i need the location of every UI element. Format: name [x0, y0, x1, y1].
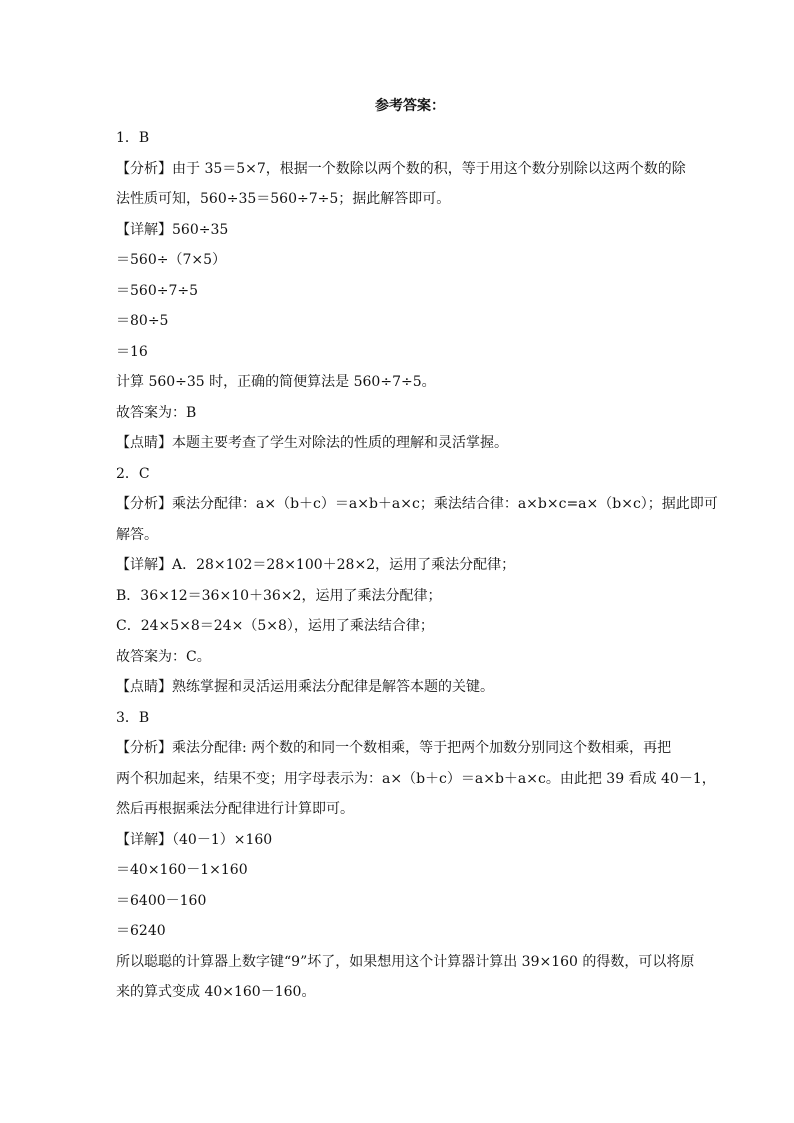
q1-step-2: ＝560÷7÷5: [116, 282, 198, 299]
q1-conclusion: 计算 560÷35 时，正确的简便算法是 560÷7÷5。: [116, 374, 436, 390]
q3-detail-text-1: （40－1）×160: [172, 831, 273, 848]
q2-detail-line-2: B．36×12＝36×10＋36×2，运用了乘法分配律；: [116, 587, 442, 604]
q2-analysis-line-1: [116, 494, 718, 514]
q2-comment-text: 熟练掌握和灵活运用乘法分配律是解答本题的关键。: [172, 679, 494, 695]
q3-conclusion-line-2: 来的算式变成 40×160－160。: [116, 984, 316, 1000]
q3-conclusion-line-1: 所以聪聪的计算器上数字键“9”坏了，如果想用这个计算器计算出 39×160 的得数，可以将原: [116, 953, 695, 970]
q2-comment-tag: 【点睛】: [116, 679, 172, 695]
q3-analysis-text-1: 乘法分配律: 两个数的和同一个数相乘，等于把两个加数分别同这个数相乘，再把: [172, 740, 672, 756]
q1-analysis-tag: 【分析】: [116, 160, 172, 177]
q1-answer: 故答案为：B: [116, 404, 197, 421]
q3-analysis-line-3: 然后再根据乘法分配律进行计算即可。: [116, 801, 354, 817]
q3-step-1: ＝40×160－1×160: [116, 862, 248, 878]
q1-number: 1．B: [116, 130, 150, 146]
q3-step-2: ＝6400－160: [116, 892, 207, 909]
q1-comment-line: [116, 433, 704, 453]
q3-detail-tag: 【详解】: [116, 831, 172, 848]
q1-detail-tag: 【详解】: [116, 221, 172, 238]
q2-analysis-line-2: 解答。: [116, 526, 158, 543]
q1-step-4: ＝16: [116, 343, 148, 360]
q2-answer: 故答案为：C。: [116, 648, 211, 665]
q1-comment-text: 本题主要考查了学生对除法的性质的理解和灵活掌握。: [172, 435, 508, 451]
q3-analysis-line-2: 两个积加起来，结果不变；用字母表示为：a×（b＋c）＝a×b＋a×c。由此把 39 看成 40－1，: [116, 770, 716, 787]
q1-analysis-text-1: 由于 35＝5×7，根据一个数除以两个数的积，等于用这个数分别除以这两个数的除: [172, 160, 686, 177]
page-title: 参考答案：: [375, 98, 445, 114]
q2-detail-line-3: C．24×5×8＝24×（5×8），运用了乘法结合律；: [116, 618, 434, 634]
q1-comment-tag: 【点睛】: [116, 435, 172, 451]
q3-analysis-tag: 【分析】: [116, 740, 172, 756]
q3-analysis-line-1: [116, 738, 704, 758]
q1-detail-line-1: [116, 220, 704, 240]
q1-analysis-line-1: [116, 159, 704, 179]
q2-comment-line: [116, 677, 704, 697]
q2-detail-tag: 【详解】: [116, 557, 172, 573]
q1-step-1: ＝560÷（7×5）: [116, 252, 226, 268]
q2-detail-line-1: [116, 555, 704, 575]
q1-analysis-line-2: 法性质可知，560÷35＝560÷7÷5；据此解答即可。: [116, 191, 451, 207]
q3-step-3: ＝6240: [116, 923, 166, 939]
q2-analysis-text-1: 乘法分配律：a×（b＋c）＝a×b＋a×c；乘法结合律：a×b×c=a×（b×c）；据此即可: [172, 496, 718, 512]
q1-step-3: ＝80÷5: [116, 313, 169, 329]
q1-detail-text-1: 560÷35: [172, 221, 229, 238]
q2-analysis-tag: 【分析】: [116, 496, 172, 512]
q2-number: 2．C: [116, 465, 150, 482]
q3-number: 3．B: [116, 709, 150, 726]
q2-detail-text-1: A．28×102＝28×100＋28×2，运用了乘法分配律；: [172, 557, 516, 573]
q3-detail-line-1: [116, 830, 704, 850]
